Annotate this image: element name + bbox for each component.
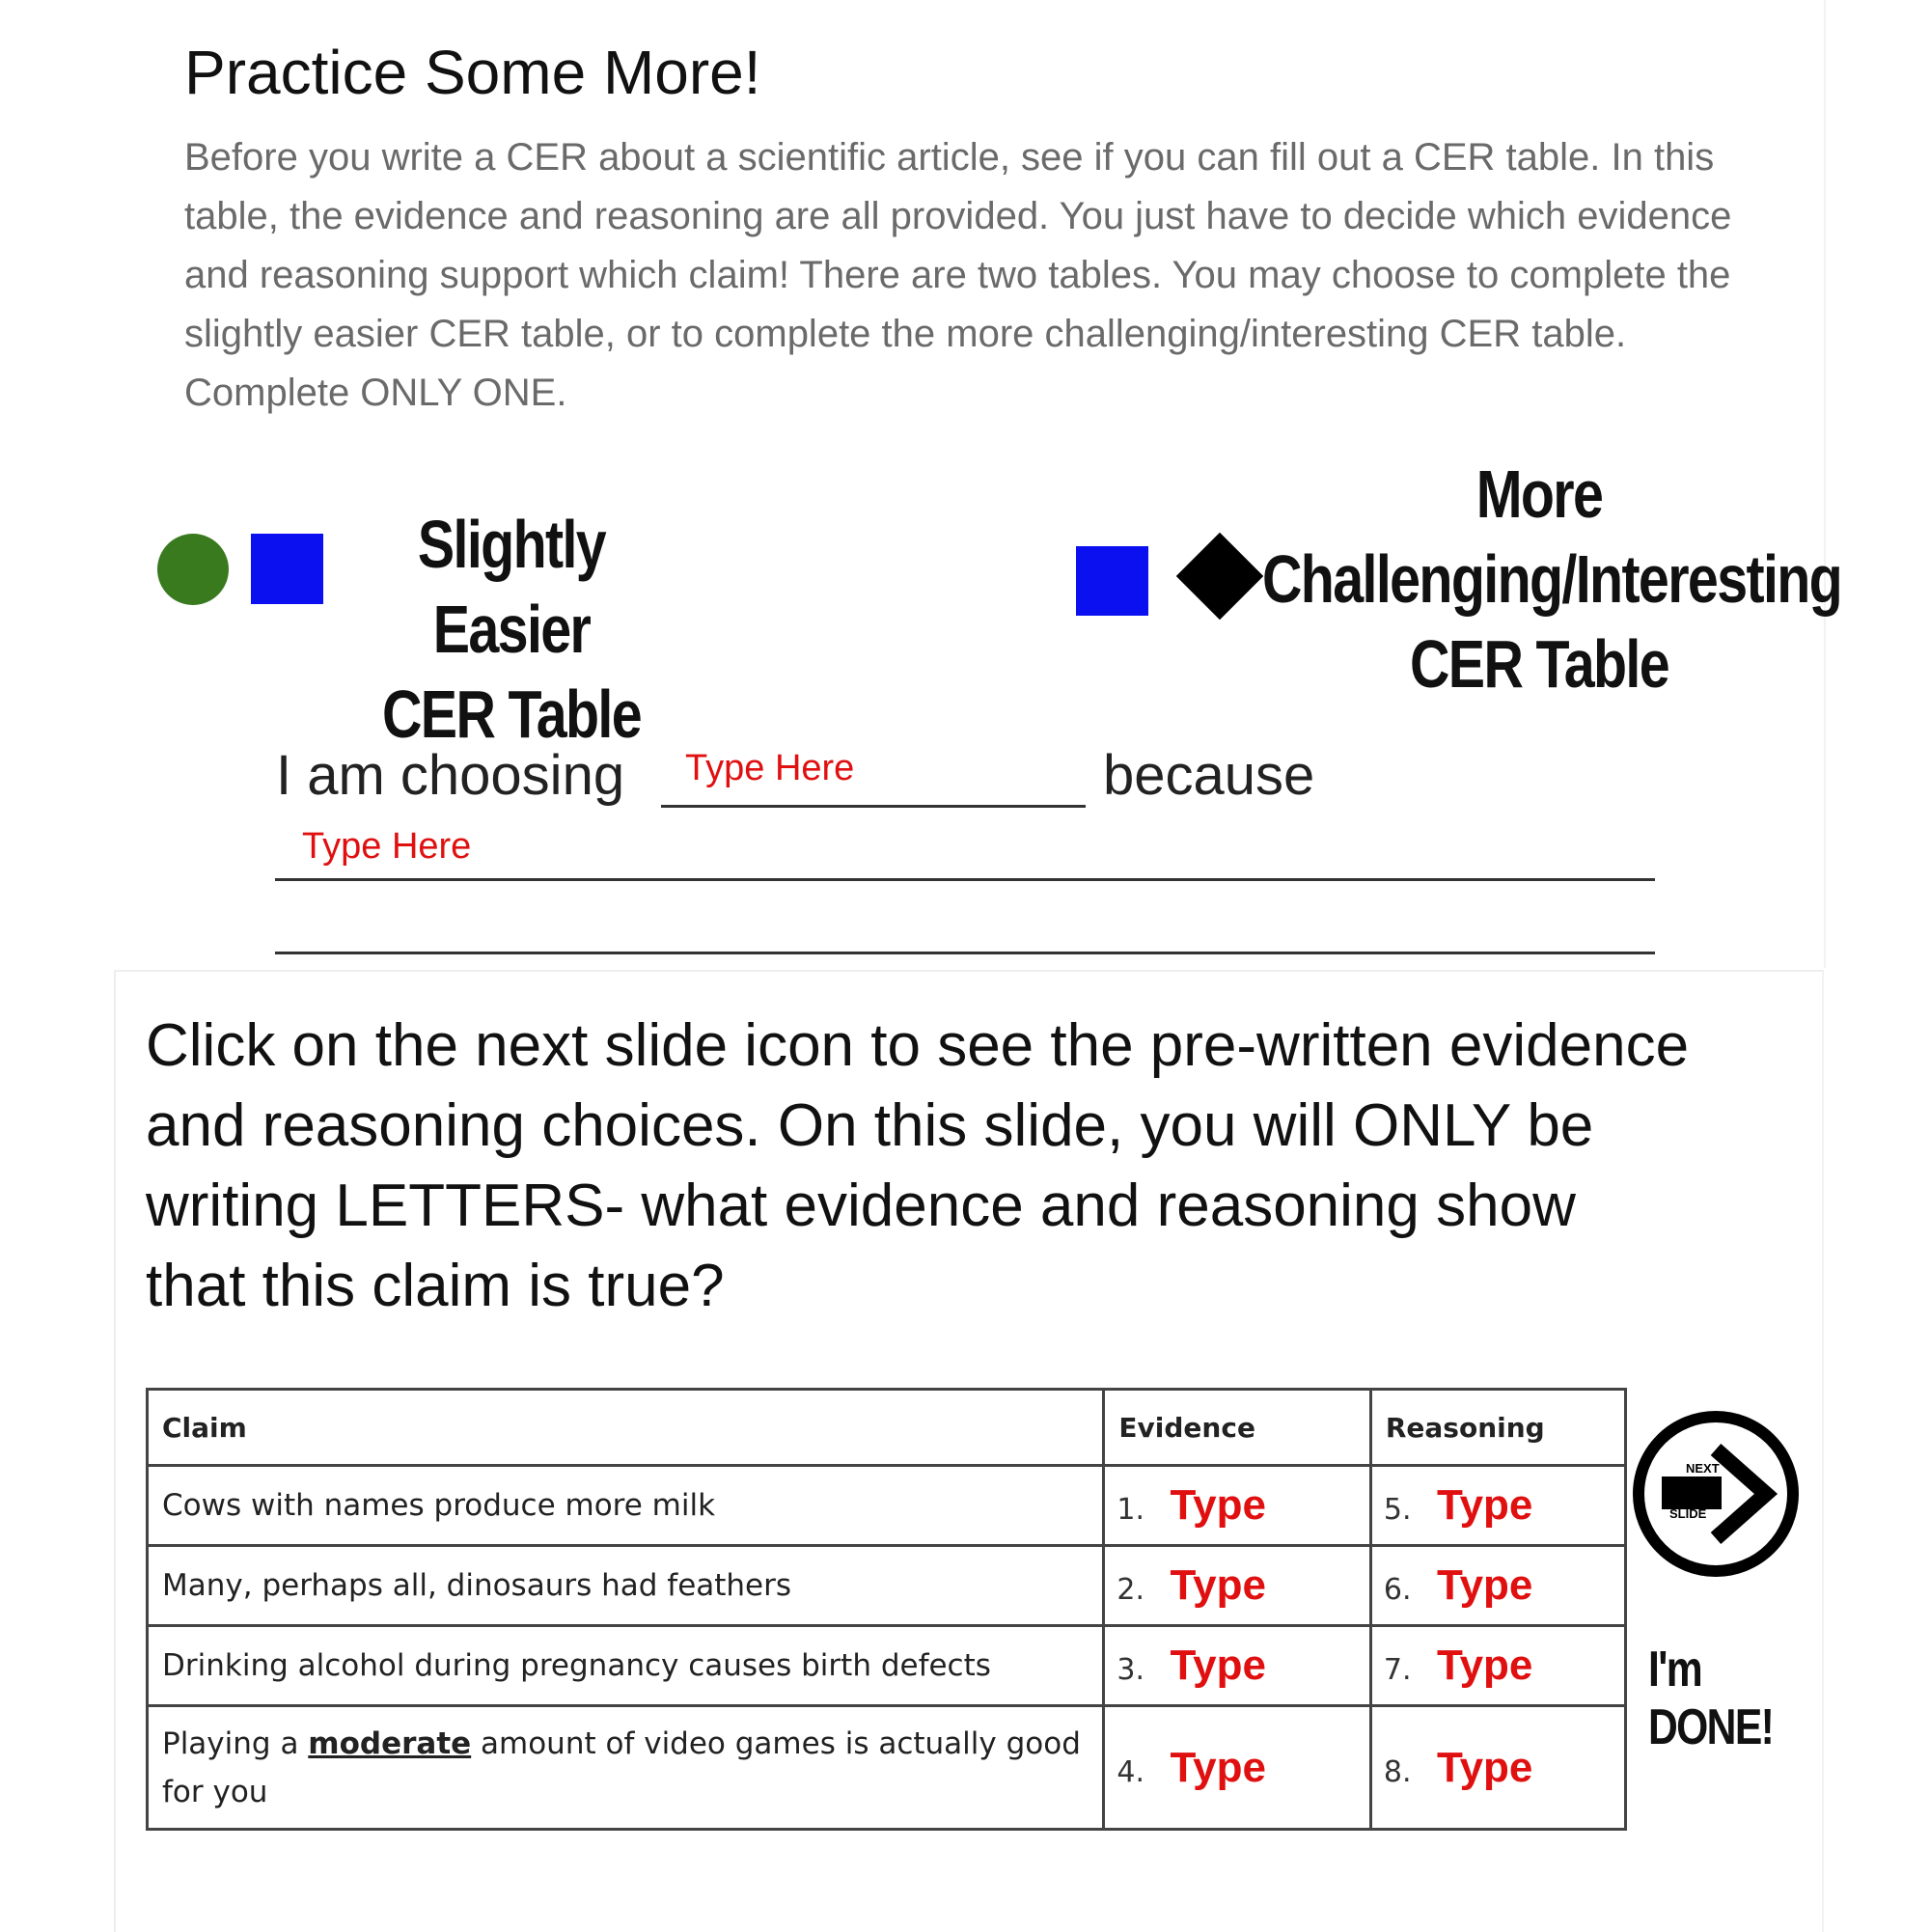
- reasoning-number: 6.: [1383, 1573, 1412, 1607]
- evidence-cell: [1104, 1546, 1370, 1626]
- claim-emphasis: moderate: [308, 1725, 472, 1761]
- table-header-row: [148, 1390, 1626, 1466]
- evidence-input[interactable]: Type: [1170, 1481, 1266, 1529]
- green-circle-icon: [157, 534, 229, 605]
- next-label: NEXT: [1686, 1461, 1720, 1476]
- done-button[interactable]: [1648, 1641, 1773, 1756]
- harder-label-line1: More: [1475, 456, 1603, 532]
- reasoning-input[interactable]: Type: [1436, 1642, 1533, 1689]
- easier-label-line1: Slightly Easier: [417, 507, 606, 667]
- blue-square-icon: [251, 534, 323, 604]
- challenging-table-option: [1262, 452, 1842, 706]
- instructions-text: Click on the next slide icon to see the pre-written evidence and reasoning choices. On this slide, you will ONLY be writing LETTERS- what evidence and reasoning show that this claim is true?: [146, 1012, 1690, 1319]
- page-title: Practice Some More!: [184, 38, 761, 107]
- claim-text-post: amount of video games is actually good for you: [162, 1725, 1081, 1809]
- harder-label-line3: CER Table: [1409, 626, 1669, 702]
- cer-table: [146, 1388, 1627, 1831]
- evidence-cell: [1104, 1466, 1370, 1546]
- reason-text-field[interactable]: Type Here: [302, 826, 472, 867]
- evidence-number: 4.: [1117, 1754, 1145, 1789]
- done-line2: DONE!: [1648, 1699, 1774, 1755]
- easier-label-line2: CER Table: [381, 676, 642, 752]
- reasoning-cell: [1370, 1466, 1625, 1546]
- slide-label: SLIDE: [1669, 1506, 1707, 1521]
- claim-text-pre: Playing a: [162, 1725, 309, 1761]
- because-word: because: [1103, 744, 1315, 807]
- reasoning-input[interactable]: Type: [1436, 1481, 1533, 1529]
- reasoning-header: Reasoning: [1370, 1390, 1625, 1466]
- arrow-right-circle-icon: [1631, 1409, 1801, 1579]
- choice-blank-line: [661, 805, 1086, 808]
- evidence-cell: [1104, 1706, 1370, 1830]
- evidence-number: 1.: [1117, 1493, 1145, 1527]
- table-row: [148, 1466, 1626, 1546]
- evidence-number: 3.: [1117, 1653, 1145, 1687]
- evidence-number: 2.: [1117, 1573, 1145, 1607]
- intro-paragraph: Before you write a CER about a scientific article, see if you can fill out a CER table. In this table, the evidence and reasoning are all provided. You just have to decide which evidence and reasoning support which claim! There are two tables. You may choose to complete the slightly easier CER table, or to complete the more challenging/interesting CER table. Complete ONLY ONE.: [184, 136, 1732, 414]
- claim-cell: Many, perhaps all, dinosaurs had feathers: [148, 1546, 1104, 1626]
- reason-line-1: [275, 878, 1655, 881]
- evidence-input[interactable]: Type: [1170, 1642, 1266, 1689]
- table-row: [148, 1546, 1626, 1626]
- claim-cell: [148, 1706, 1104, 1830]
- easier-table-option: [338, 502, 686, 757]
- harder-label-line2: Challenging/Interesting: [1262, 541, 1842, 617]
- table-row: [148, 1626, 1626, 1706]
- reasoning-cell: [1370, 1626, 1625, 1706]
- choice-text-field[interactable]: Type Here: [685, 748, 855, 788]
- claim-cell: Drinking alcohol during pregnancy causes birth defects: [148, 1626, 1104, 1706]
- reasoning-number: 5.: [1383, 1493, 1412, 1527]
- evidence-input[interactable]: Type: [1170, 1743, 1266, 1791]
- reason-line-2: [275, 952, 1655, 954]
- claim-cell: Cows with names produce more milk: [148, 1466, 1104, 1546]
- reasoning-cell: [1370, 1706, 1625, 1830]
- evidence-input[interactable]: Type: [1170, 1561, 1266, 1609]
- reasoning-input[interactable]: Type: [1436, 1743, 1533, 1791]
- evidence-header: Evidence: [1104, 1390, 1370, 1466]
- reasoning-cell: [1370, 1546, 1625, 1626]
- blue-square-icon: [1076, 546, 1148, 616]
- table-row: [148, 1706, 1626, 1830]
- reasoning-input[interactable]: Type: [1436, 1561, 1533, 1609]
- claim-header: Claim: [148, 1390, 1104, 1466]
- choosing-prefix: I am choosing: [276, 744, 625, 807]
- reasoning-number: 7.: [1383, 1653, 1412, 1687]
- reasoning-number: 8.: [1383, 1754, 1412, 1789]
- done-line1: I'm: [1648, 1642, 1701, 1697]
- next-slide-button[interactable]: [1631, 1409, 1801, 1579]
- evidence-cell: [1104, 1626, 1370, 1706]
